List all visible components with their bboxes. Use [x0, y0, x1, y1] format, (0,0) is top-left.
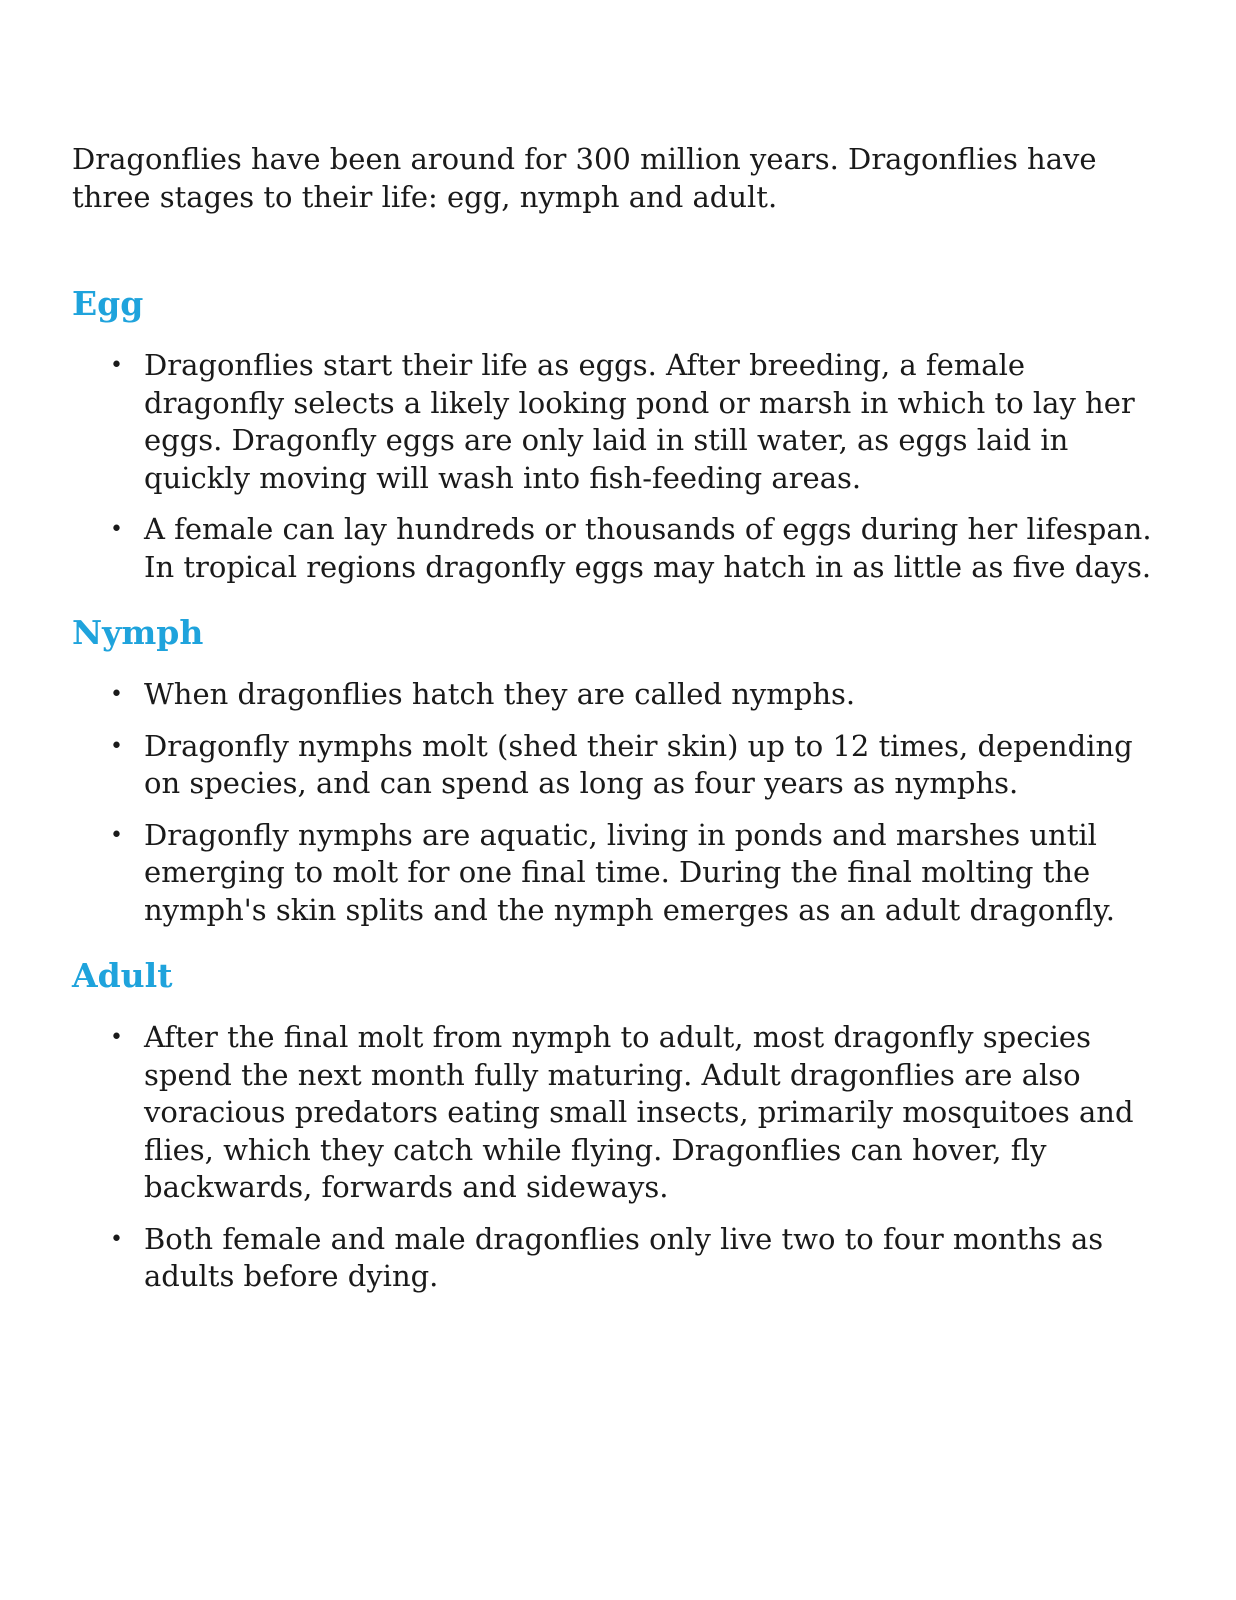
bullet-text: A female can lay hundreds or thousands of eggs during her lifespan. In tropical regions dragonfly eggs may hatch in as little as five days.: [144, 512, 1152, 584]
list-item: [72, 676, 1152, 714]
list-item: [72, 1221, 1152, 1296]
section-heading-nymph: Nymph: [72, 613, 204, 652]
adult-bullet-list: [72, 1019, 1152, 1296]
section-heading-adult: Adult: [72, 956, 173, 995]
bullet-text: After the final molt from nymph to adult, most dragonfly species spend the next month fully maturing. Adult dragonflies are also voracious predators eating small insects, primarily mosquitoes and flies, which they catch while flying. Dragonflies can hover, fly backwards, forwards and sideways.: [144, 1020, 1134, 1204]
bullet-text: Both female and male dragonflies only live two to four months as adults before dying.: [144, 1221, 1104, 1293]
list-item: [72, 511, 1152, 586]
bullet-icon: •: [110, 733, 123, 759]
bullet-text: When dragonflies hatch they are called nymphs.: [144, 677, 856, 711]
list-item: [72, 728, 1152, 803]
bullet-text: Dragonfly nymphs molt (shed their skin) up to 12 times, depending on species, and can spend as long as four years as nymphs.: [144, 728, 1133, 800]
bullet-icon: •: [110, 353, 123, 378]
intro-paragraph: Dragonflies have been around for 300 million years. Dragonflies have three stages to their life: egg, nymph and adult.: [72, 142, 1097, 214]
document-page: [72, 140, 1152, 1296]
list-item: [72, 817, 1152, 930]
bullet-text: Dragonfly nymphs are aquatic, living in ponds and marshes until emerging to molt for one final time. During the final molting the nymph's skin splits and the nymph emerges as an adult dragonfly.: [144, 817, 1116, 927]
list-item: [72, 347, 1152, 497]
nymph-bullet-list: [72, 676, 1152, 929]
bullet-text: Dragonflies start their life as eggs. After breeding, a female dragonfly selects a likely looking pond or marsh in which to lay her eggs. Dragonfly eggs are only laid in still water, as eggs laid in quickly moving will wash into fish-feeding areas.: [144, 348, 1135, 495]
bullet-icon: •: [110, 822, 123, 848]
bullet-icon: •: [110, 517, 123, 542]
bullet-icon: •: [110, 682, 123, 707]
section-heading-egg: Egg: [72, 284, 144, 323]
egg-bullet-list: [72, 347, 1152, 586]
bullet-icon: •: [110, 1025, 123, 1050]
list-item: [72, 1019, 1152, 1207]
bullet-icon: •: [110, 1226, 123, 1252]
